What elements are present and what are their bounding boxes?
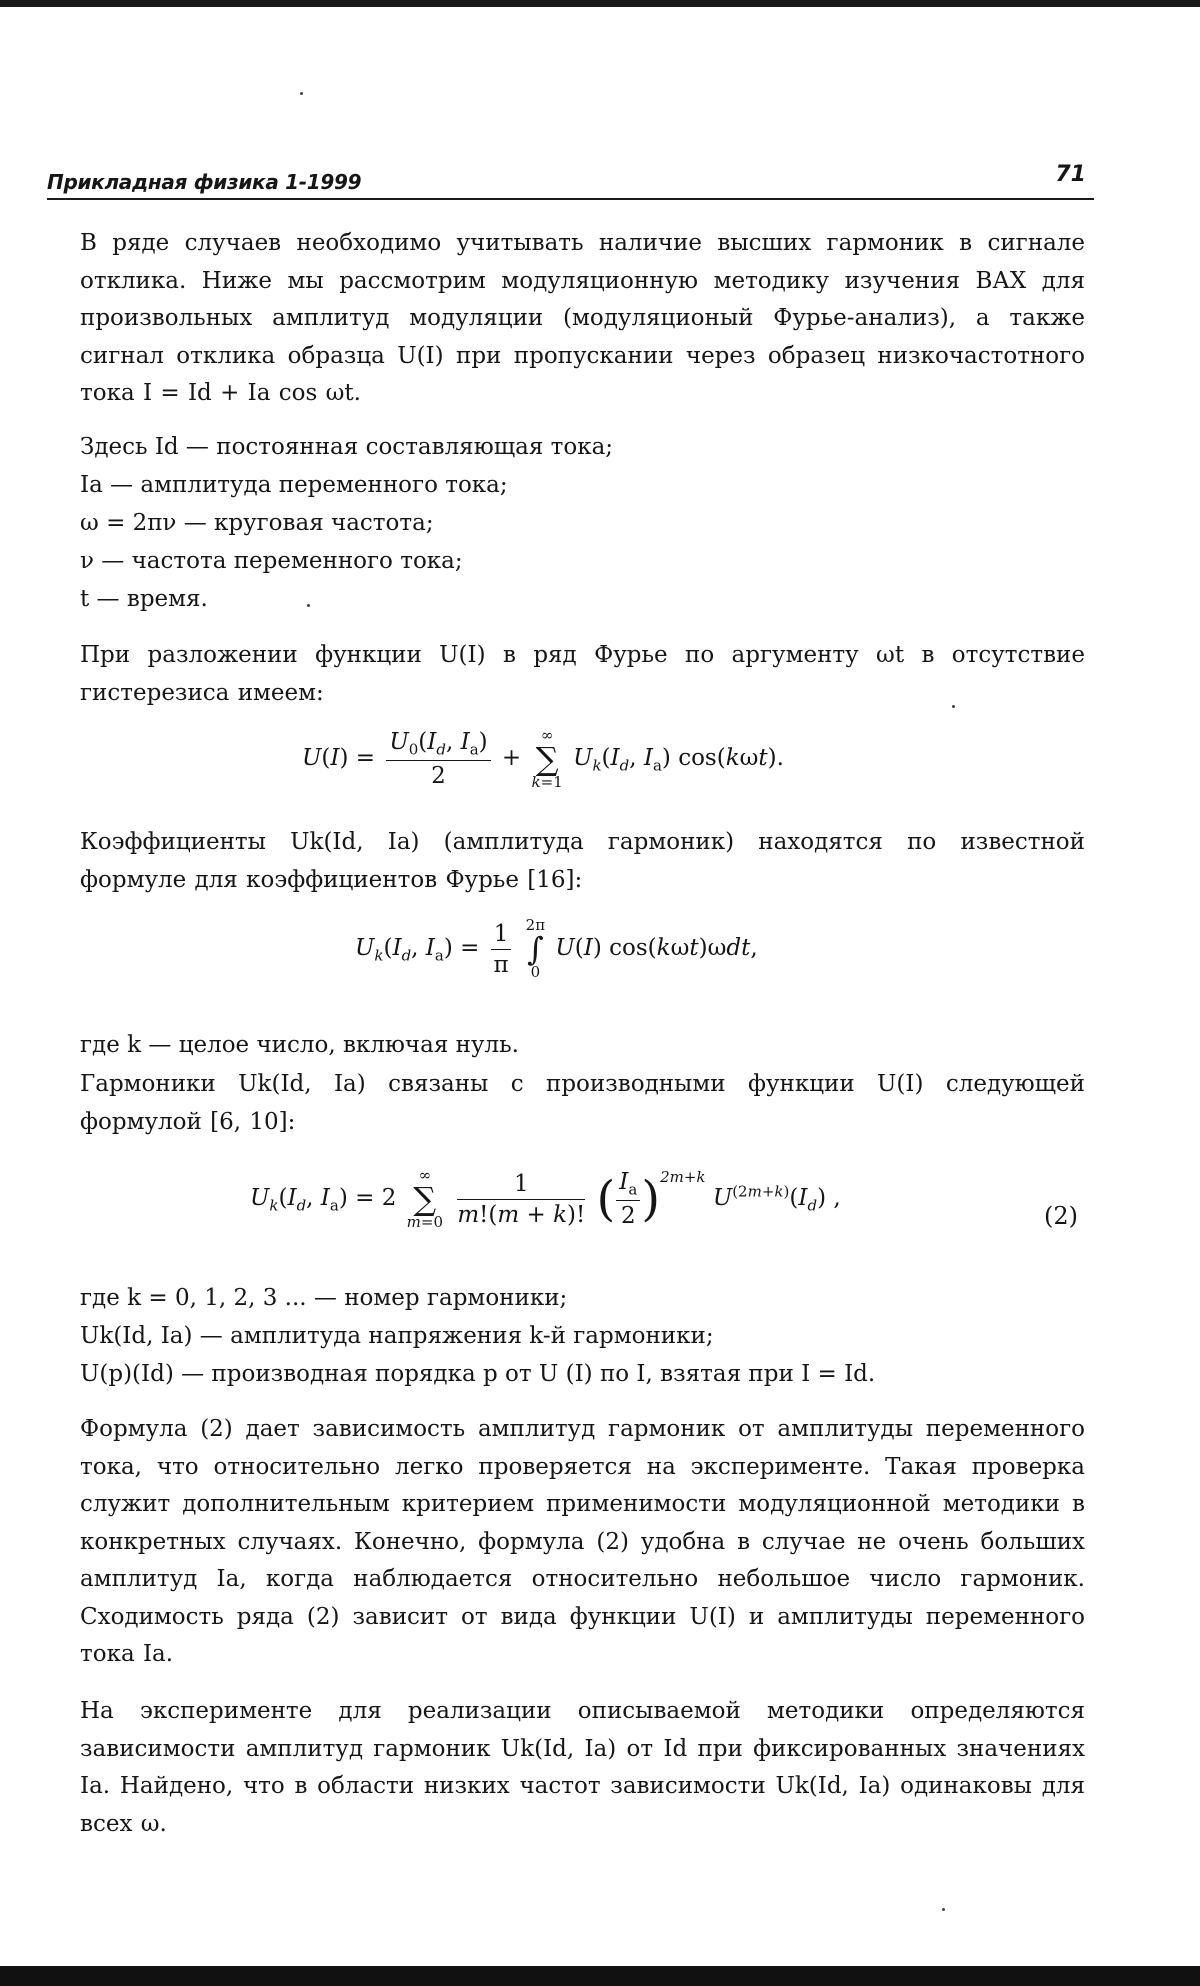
paragraph-harmonics: Гармоники Uk(Id, Ia) связаны с производными функции U(I) следующей формулой [6, 10]: xyxy=(80,1071,1085,1135)
running-header xyxy=(47,162,1094,200)
scan-top-edge xyxy=(0,0,1200,7)
paragraph-intro: В ряде случаев необходимо учитывать наличие высших гармоник в сигнале отклика. Ниже мы рассмотрим модуляционную методику изучения ВАХ для произвольных амплитуд модуляции (модуляционый Фурье-анализ), а также сигнал отклика образца U(I) при пропускании через образец низкочастотного тока I = Id + Ia cos ωt. xyxy=(80,230,1085,406)
definition-omega: ω = 2πν — круговая частота; xyxy=(80,510,434,536)
equation-number: (2) xyxy=(1044,1202,1078,1230)
definition-id: Здесь Id — постоянная составляющая тока; xyxy=(80,434,614,460)
equation-fourier-series: U(I) = $\frac{U_0(I_d, I_a)}{2}$ + ∞ ∑ k=1 $U_k(I_d$, $I_a$) cos(kωt). xyxy=(302,726,784,791)
where-uk-line: Uk(Id, Ia) — амплитуда напряжения k-й гармоники; xyxy=(80,1323,714,1349)
scan-bottom-edge xyxy=(0,1966,1200,1986)
page-number: 71 xyxy=(1055,162,1086,187)
journal-title: Прикладная физика 1-1999 xyxy=(47,170,362,194)
scan-speck xyxy=(942,1908,945,1911)
equation-fourier-coefficient: $U_k(I_d$, $I_a$) = $\frac{1}{\pi}$ 2π ∫ 0 U(I) cos(kωt)ωdt, xyxy=(355,916,758,981)
definition-t: t — время. xyxy=(80,586,208,612)
paragraph-experiment: На эксперименте для реализации описываемой методики определяются зависимости амплитуд гармоник Uk(Id, Ia) от Id при фиксированных значениях Ia. Найдено, что в области низких частот зависимости Uk(Id, Ia) одинаковы для всех ω. xyxy=(80,1698,1085,1837)
scan-speck xyxy=(307,604,310,607)
where-k-line: где k = 0, 1, 2, 3 ... — номер гармоники; xyxy=(80,1285,568,1311)
where-derivative-line: U(p)(Id) — производная порядка p от U (I) по I, взятая при I = Id. xyxy=(80,1361,876,1387)
paragraph-formula-discussion: Формула (2) дает зависимость амплитуд гармоник от амплитуды переменного тока, что относительно легко проверяется на эксперименте. Такая проверка служит дополнительным критерием применимости модуляционной методики в конкретных случаях. Конечно, формула (2) удобна в случае не очень больших амплитуд Ia, когда наблюдается относительно небольшое число гармоник. Сходимость ряда (2) зависит от вида функции U(I) и амплитуды переменного тока Ia. xyxy=(80,1416,1085,1667)
paragraph-coefficients: Коэффициенты Uk(Id, Ia) (амплитуда гармоник) находятся по известной формуле для коэффициентов Фурье [16]: xyxy=(80,829,1085,893)
definition-nu: ν — частота переменного тока; xyxy=(80,548,463,574)
scan-speck xyxy=(300,92,303,95)
paragraph-fourier-expansion: При разложении функции U(I) в ряд Фурье по аргументу ωt в отсутствие гистерезиса имеем: xyxy=(80,642,1085,706)
paragraph-k-definition: где k — целое число, включая нуль. xyxy=(80,1032,519,1058)
equation-harmonics-derivatives: $U_k(I_d$, $I_a) = 2$ ∞ ∑ m=0 $\frac{1}{m!(m + k)!}$ ( $\frac{I_a}{2}$ )$^{2m+k}$ $U^{(2m+k)}(I_d)$ , xyxy=(250,1166,841,1231)
definition-ia: Ia — амплитуда переменного тока; xyxy=(80,472,508,498)
